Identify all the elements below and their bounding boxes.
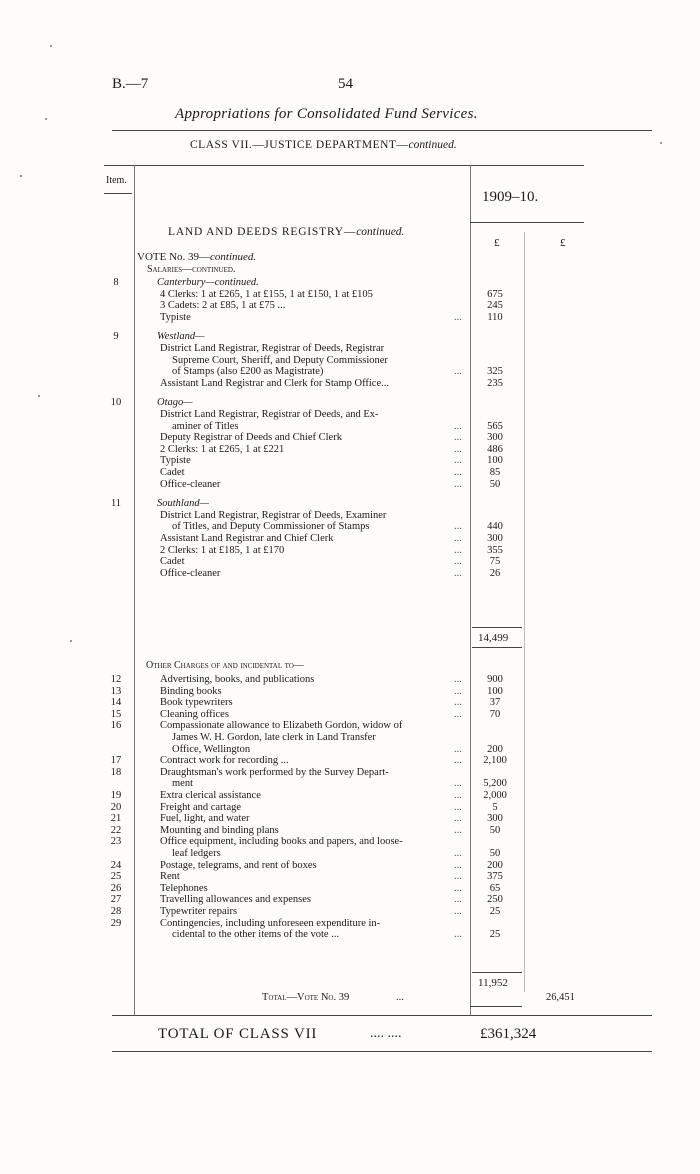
row-description: Assistant Land Registrar and Clerk for Stamp Office...: [160, 377, 390, 389]
row-amount: 70: [489, 708, 501, 720]
row-amount: 100: [487, 455, 503, 467]
leader-dots: ...: [454, 567, 462, 579]
row-description: 2 Clerks: 1 at £265, 1 at £221: [160, 443, 285, 455]
table-row: [0, 478, 700, 491]
leader-dots: ...: [454, 697, 462, 709]
leader-dots: ...: [454, 743, 462, 755]
paper-speck: [45, 118, 47, 120]
row-description: 2 Clerks: 1 at £185, 1 at £170: [160, 544, 285, 556]
paper-speck: [70, 640, 72, 642]
row-description: Typiste: [160, 455, 191, 467]
item-column-header: Item.: [106, 175, 127, 186]
leader-dots: ...: [454, 871, 462, 883]
row-description: of Stamps (also £200 as Magistrate): [172, 366, 324, 378]
item-number: 21: [110, 813, 122, 825]
row-amount: 245: [487, 300, 503, 312]
page-reference: B.—7: [112, 76, 149, 92]
row-amount: 900: [487, 674, 503, 685]
salaries-heading: Salaries—continued.: [147, 264, 236, 275]
row-amount: 300: [487, 533, 503, 544]
row-amount: 65: [489, 882, 501, 894]
table-row: [0, 377, 700, 390]
row-amount: 26: [489, 567, 501, 579]
item-number: 22: [110, 824, 122, 836]
row-description: ment: [172, 778, 193, 790]
row-description: Supreme Court, Sheriff, and Deputy Commissioner: [172, 354, 388, 366]
item-number: 25: [110, 871, 122, 883]
leader-dots: ...: [454, 929, 462, 941]
row-description: Typewriter repairs: [160, 906, 238, 917]
row-amount: 85: [489, 467, 501, 478]
leader-dots: ...: [454, 311, 462, 323]
leader-dots: ...: [454, 778, 462, 790]
row-amount: 355: [487, 544, 503, 556]
class-heading-continued: continued.: [408, 139, 457, 151]
row-amount: 486: [487, 443, 503, 455]
row-amount: 2,100: [483, 755, 507, 767]
class-total-label: TOTAL OF CLASS VII: [158, 1026, 318, 1042]
leader-dots: ...: [454, 478, 462, 490]
paper-speck: [660, 142, 662, 144]
row-description: Postage, telegrams, and rent of boxes: [160, 859, 317, 871]
row-description: Extra clerical assistance: [160, 790, 261, 801]
item-number: 12: [110, 674, 122, 685]
row-description: Draughtsman's work performed by the Survey Depart-: [160, 766, 389, 778]
leader-dots: ...: [454, 708, 462, 720]
row-amount: 37: [489, 697, 501, 709]
row-amount: 675: [487, 288, 503, 300]
row-amount: 2,000: [483, 790, 507, 801]
row-description: Canterbury—continued.: [157, 277, 259, 288]
leader-dots: ...: [454, 521, 462, 533]
leader-dots: ...: [454, 824, 462, 836]
row-description: Travelling allowances and expenses: [160, 894, 311, 906]
row-description: Fuel, light, and water: [160, 813, 250, 825]
item-number: 11: [110, 498, 122, 510]
row-description: Mounting and binding plans: [160, 824, 279, 836]
row-amount: 25: [489, 906, 501, 917]
row-description: Cadet: [160, 556, 185, 568]
row-description: 4 Clerks: 1 at £265, 1 at £155, 1 at £150, 1 at £105: [160, 288, 373, 300]
row-amount: 250: [487, 894, 503, 906]
row-description: Office equipment, including books and papers, and loose-: [160, 836, 403, 848]
leader-dots: ...: [454, 894, 462, 906]
item-number: 20: [110, 801, 122, 813]
item-number: 28: [110, 906, 122, 917]
leader-dots: ...: [454, 790, 462, 801]
item-number: 18: [110, 766, 122, 778]
row-description: Southland—: [157, 498, 209, 510]
row-description: Assistant Land Registrar and Chief Clerk: [160, 533, 334, 544]
item-number: 17: [110, 755, 122, 767]
row-amount: 200: [487, 859, 503, 871]
row-amount: 375: [487, 871, 503, 883]
year-column-header: 1909–10.: [482, 189, 539, 205]
item-number: 23: [110, 836, 122, 848]
row-amount: 200: [487, 743, 503, 755]
row-description: Cadet: [160, 467, 185, 478]
other-charges-subtotal: 11,952: [478, 977, 508, 989]
row-amount: 235: [487, 377, 503, 389]
leader-dots: ...: [454, 455, 462, 467]
row-description: District Land Registrar, Registrar of Deeds, and Ex-: [160, 409, 379, 420]
leader-dots: ...: [454, 366, 462, 378]
leader-dots: ...: [454, 755, 462, 767]
paper-speck: [50, 45, 52, 47]
section-heading-continued: continued.: [356, 226, 405, 238]
row-description: Deputy Registrar of Deeds and Chief Clerk: [160, 432, 342, 444]
row-description: District Land Registrar, Registrar of Deeds, Examiner: [160, 509, 387, 521]
row-description: Contract work for recording ...: [160, 755, 289, 767]
class-total-leader: .... ....: [370, 1026, 402, 1041]
table-top-rule: [104, 165, 584, 166]
section-heading: [168, 226, 404, 238]
page-title: Appropriations for Consolidated Fund Services.: [175, 106, 478, 122]
row-amount: 5,200: [483, 778, 507, 790]
item-number: 26: [110, 882, 122, 894]
class-heading-text: CLASS VII.—JUSTICE DEPARTMENT—: [190, 139, 409, 151]
item-number: 10: [110, 397, 122, 409]
row-description: 3 Cadets: 2 at £85, 1 at £75 ...: [160, 300, 286, 312]
row-amount: 440: [487, 521, 503, 533]
row-description: of Titles, and Deputy Commissioner of Stamps: [172, 521, 370, 533]
row-amount: 50: [489, 824, 501, 836]
table-row: [0, 567, 700, 580]
row-description: James W. H. Gordon, late clerk in Land Transfer: [172, 732, 376, 743]
item-number: 15: [110, 708, 122, 720]
item-number: 8: [113, 277, 119, 288]
row-description: Telephones: [160, 882, 208, 894]
row-amount: 5: [492, 801, 498, 813]
row-description: Compassionate allowance to Elizabeth Gordon, widow of: [160, 720, 403, 732]
item-number: 16: [110, 720, 122, 732]
leader-dots: ...: [454, 906, 462, 917]
subtotal-rule-1: [472, 627, 522, 628]
salaries-subtotal: 14,499: [478, 632, 509, 644]
row-description: Book typewriters: [160, 697, 233, 709]
subtotal-rule-2: [472, 972, 522, 973]
paper-speck: [38, 395, 40, 397]
leader-dots: ...: [454, 674, 462, 685]
row-amount: 50: [489, 478, 501, 490]
row-description: Otago—: [157, 397, 193, 409]
leader-dots: ...: [454, 544, 462, 556]
table-row: [0, 928, 700, 941]
section-heading-text: LAND AND DEEDS REGISTRY—: [168, 226, 357, 238]
subtotal-rule-1b: [472, 647, 522, 648]
leader-dots: ...: [454, 882, 462, 894]
row-description: Westland—: [157, 331, 205, 343]
other-charges-heading: Other Charges of and incidental to—: [146, 660, 304, 671]
leader-dots: ...: [454, 801, 462, 813]
class-total-bottom-rule: [112, 1051, 652, 1052]
row-description: leaf ledgers: [172, 848, 221, 859]
row-description: Office-cleaner: [160, 567, 221, 579]
leader-dots: ...: [454, 533, 462, 544]
class-heading: [190, 139, 457, 151]
leader-dots: ...: [454, 859, 462, 871]
pound-sign-column-1: £: [494, 237, 500, 249]
row-amount: 25: [489, 929, 501, 941]
row-amount: 300: [487, 813, 503, 825]
row-description: Contingencies, including unforeseen expenditure in-: [160, 917, 381, 929]
paper-speck: [20, 175, 22, 177]
leader-dots: ...: [454, 420, 462, 432]
leader-dots: ...: [454, 432, 462, 444]
total-rule: [470, 1006, 522, 1007]
top-rule: [112, 130, 652, 131]
row-description: Binding books: [160, 685, 222, 697]
leader-dots: ...: [454, 443, 462, 455]
row-description: Office, Wellington: [172, 743, 251, 755]
leader-dots: ...: [454, 467, 462, 478]
total-vote-leader: ...: [396, 992, 404, 1003]
vote-heading-continued: continued.: [210, 251, 257, 263]
class-total-amount: £361,324: [480, 1026, 537, 1042]
row-description: Freight and cartage: [160, 801, 242, 813]
leader-dots: ...: [454, 556, 462, 568]
row-description: District Land Registrar, Registrar of Deeds, Registrar: [160, 343, 385, 354]
total-vote-amount: 26,451: [546, 992, 575, 1003]
leader-dots: ...: [454, 685, 462, 697]
vote-heading-text: VOTE No. 39—: [137, 251, 211, 263]
vote-heading: [137, 251, 256, 263]
row-description: Cleaning offices: [160, 708, 229, 720]
row-amount: 300: [487, 432, 503, 444]
row-description: cidental to the other items of the vote ...: [172, 929, 340, 941]
item-number: 24: [110, 859, 122, 871]
row-amount: 325: [487, 366, 503, 378]
row-description: aminer of Titles: [172, 420, 239, 432]
year-header-rule: [470, 222, 584, 223]
class-total-top-rule: [112, 1015, 652, 1016]
pound-sign-column-2: £: [560, 237, 566, 249]
row-amount: 50: [489, 848, 501, 859]
row-description: Office-cleaner: [160, 478, 221, 490]
row-amount: 75: [489, 556, 501, 568]
row-amount: 100: [487, 685, 503, 697]
item-header-rule: [104, 193, 132, 194]
leader-dots: ...: [454, 848, 462, 859]
item-number: 29: [110, 917, 122, 929]
leader-dots: ...: [454, 813, 462, 825]
item-number: 14: [110, 697, 122, 709]
total-vote-label: Total—Vote No. 39: [262, 992, 350, 1003]
item-number: 19: [110, 790, 122, 801]
row-description: Advertising, books, and publications: [160, 674, 315, 685]
row-description: Rent: [160, 871, 180, 883]
row-amount: 565: [487, 420, 503, 432]
row-description: Typiste: [160, 311, 191, 323]
page-number: 54: [338, 76, 353, 92]
item-number: 27: [110, 894, 122, 906]
row-amount: 110: [487, 311, 503, 323]
item-number: 9: [113, 331, 119, 343]
item-number: 13: [110, 685, 122, 697]
table-row: [0, 311, 700, 324]
